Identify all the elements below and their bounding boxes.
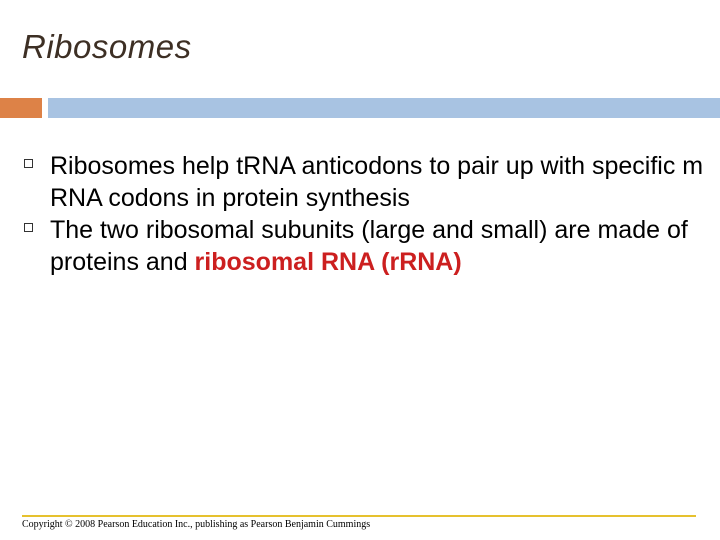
bullet-list: [24, 150, 714, 278]
copyright-footer: Copyright © 2008 Pearson Education Inc., publishing as Pearson Benjamin Cummings: [22, 519, 371, 530]
footer-rule: [22, 515, 696, 517]
highlighted-term: ribosomal RNA (r​RNA): [194, 248, 462, 276]
hollow-square-bullet-icon: [24, 159, 33, 168]
bullet-text: Ribosomes help t​RNA anticodons to pair up with specific m​RNA codons in protein synthesis: [50, 152, 704, 212]
bullet-item: [24, 150, 714, 214]
bullet-item: [24, 214, 714, 278]
hollow-square-bullet-icon: [24, 223, 33, 232]
title-accent-bar-orange: [0, 98, 42, 118]
slide-title: Ribosomes: [22, 28, 192, 65]
bullet-text: The two ribosomal subunits (large and small) are made of proteins and: [50, 216, 688, 276]
title-accent-bar-blue: [48, 98, 720, 118]
